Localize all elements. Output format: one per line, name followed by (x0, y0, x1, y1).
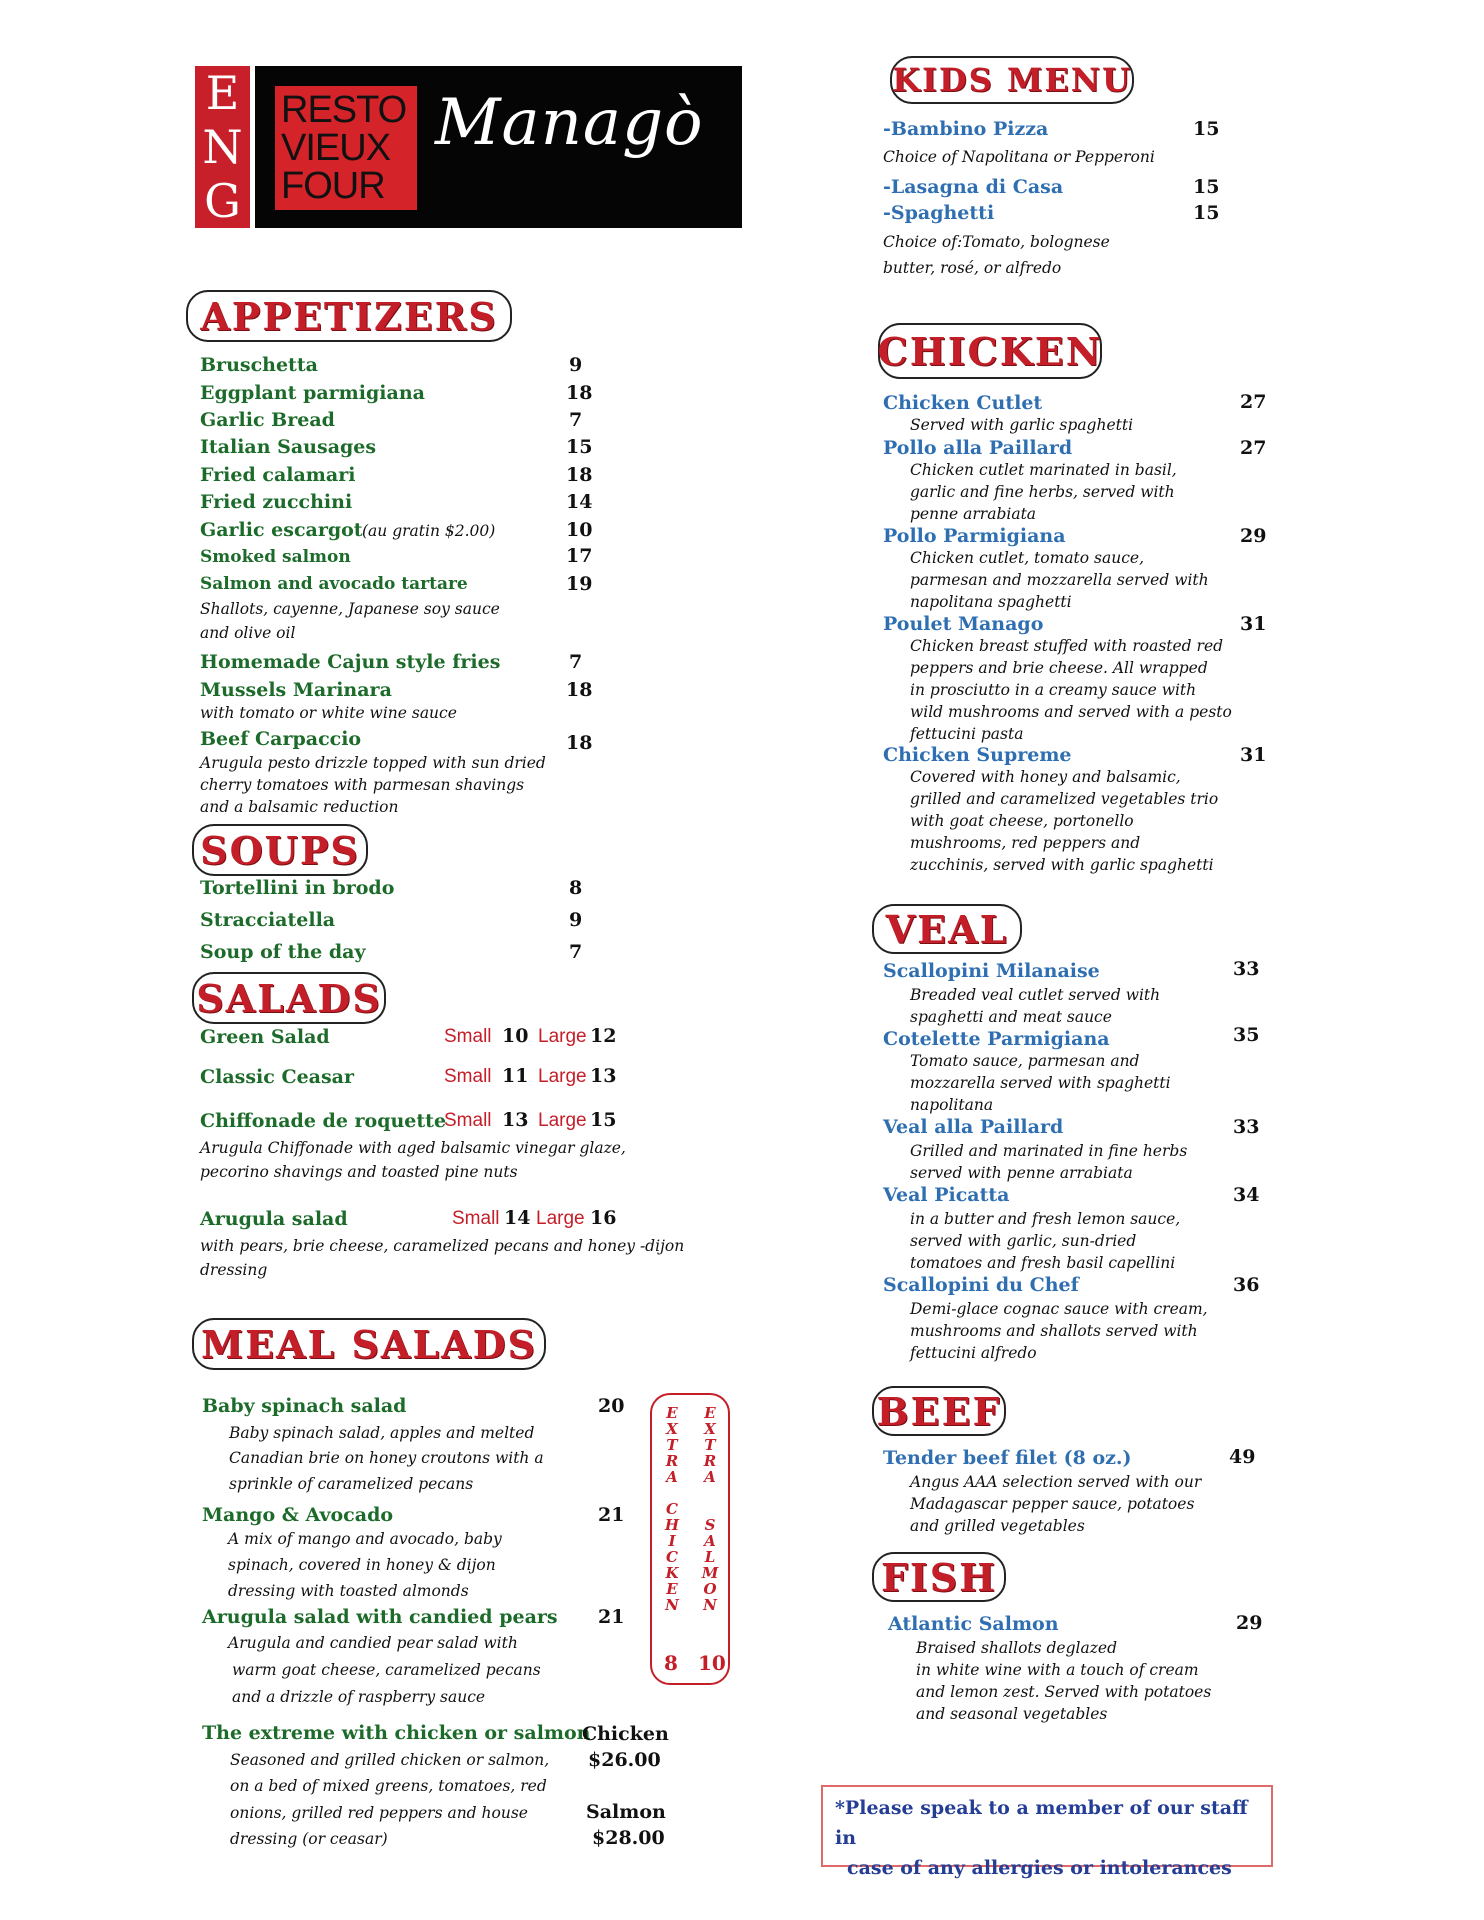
menu-item-description: in a butter and fresh lemon sauce, (910, 1210, 1181, 1228)
menu-item-description: in white wine with a touch of cream (916, 1661, 1199, 1679)
menu-item-description: parmesan and mozzarella served with (910, 571, 1209, 589)
menu-item-description: spinach, covered in honey & dijon (228, 1556, 496, 1574)
menu-item-description: Angus AAA selection served with our (910, 1473, 1202, 1491)
menu-item-price: 21 (598, 1504, 625, 1526)
menu-item-description: and grilled vegetables (910, 1517, 1085, 1535)
menu-item-price: 33 (1233, 958, 1260, 980)
menu-item-name: Baby spinach salad (202, 1395, 407, 1417)
menu-item-name: Homemade Cajun style fries (200, 651, 501, 673)
appetizers-title: APPETIZERS (200, 293, 498, 339)
menu-item-name: Beef Carpaccio (200, 728, 362, 750)
chicken-header (878, 323, 1102, 379)
logo-eng-letter: G (204, 174, 241, 228)
menu-item-name: Garlic Bread (200, 409, 335, 431)
veal-header (872, 904, 1022, 954)
veal-title: VEAL (885, 906, 1009, 952)
appetizers-header (186, 290, 512, 342)
menu-item-description: napolitana spaghetti (910, 593, 1072, 611)
menu-item-description: Canadian brie on honey croutons with a (229, 1449, 544, 1467)
menu-item-description: Breaded veal cutlet served with (910, 986, 1161, 1004)
menu-item-description: Choice of Napolitana or Pepperoni (883, 148, 1155, 166)
menu-item-name: The extreme with chicken or salmon (202, 1722, 591, 1744)
menu-item-name: Soup of the day (200, 941, 366, 963)
menu-item-name: Scallopini du Chef (883, 1274, 1079, 1296)
large-price: 13 (590, 1065, 617, 1087)
salmon-price: $28.00 (592, 1827, 665, 1849)
small-price: 11 (502, 1065, 529, 1087)
menu-item-description: Madagascar pepper sauce, potatoes (910, 1495, 1195, 1513)
menu-item-name: Cotelette Parmigiana (883, 1028, 1110, 1050)
menu-item-name: Mango & Avocado (202, 1504, 394, 1526)
large-price: 15 (590, 1109, 617, 1131)
menu-item-description: tomatoes and fresh basil capellini (910, 1254, 1176, 1272)
menu-item-price: 19 (566, 573, 593, 595)
menu-item-description: in prosciutto in a creamy sauce with (910, 681, 1197, 699)
salads-title: SALADS (196, 975, 382, 1021)
logo-eng-bar (195, 66, 250, 228)
large-label: Large (538, 1066, 587, 1087)
menu-item-price: 7 (569, 409, 583, 431)
soups-title: SOUPS (200, 827, 360, 873)
menu-item-description: grilled and caramelized vegetables trio (910, 790, 1219, 808)
menu-item-description: pecorino shavings and toasted pine nuts (200, 1163, 518, 1181)
menu-item-price: 36 (1233, 1274, 1260, 1296)
kids-menu-title: KIDS MENU (892, 61, 1132, 99)
extra-salmon-price: 10 (698, 1651, 726, 1675)
menu-item-description: Arugula pesto drizzle topped with sun dried (200, 754, 546, 772)
menu-item-description: on a bed of mixed greens, tomatoes, red (230, 1777, 547, 1795)
menu-item-description: and olive oil (200, 624, 296, 642)
menu-item-description: wild mushrooms and served with a pesto (910, 703, 1232, 721)
large-price: 16 (590, 1207, 617, 1229)
allergy-notice (821, 1785, 1273, 1879)
extra-chicken-price: 8 (664, 1651, 678, 1675)
small-price: 14 (504, 1207, 531, 1229)
menu-item-description: dressing (or ceasar) (230, 1830, 388, 1848)
allergy-line: *Please speak to a member of our staff in (835, 1797, 1248, 1849)
menu-item-description: Demi-glace cognac sauce with cream, (910, 1300, 1208, 1318)
kids-menu-header (890, 56, 1134, 104)
large-label: Large (538, 1026, 587, 1047)
menu-item-price: 34 (1233, 1184, 1260, 1206)
menu-item-description: served with penne arrabiata (910, 1164, 1133, 1182)
menu-item-name: Garlic escargot (200, 519, 363, 541)
menu-item-description: fettucini pasta (910, 725, 1024, 743)
allergy-line: case of any allergies or intolerances (847, 1857, 1232, 1879)
menu-item-name: Eggplant parmigiana (200, 382, 425, 404)
menu-item-name: Chiffonade de roquette (200, 1110, 447, 1132)
menu-item-price: 18 (566, 679, 593, 701)
logo-resto-block (275, 86, 417, 210)
logo-eng-letter: N (202, 120, 243, 174)
small-price: 13 (502, 1109, 529, 1131)
menu-item-name: Arugula salad (200, 1208, 348, 1230)
menu-item-name: Italian Sausages (200, 436, 377, 458)
menu-item-description: garlic and fine herbs, served with (910, 483, 1175, 501)
logo-resto-line: RESTO (281, 89, 407, 131)
menu-item-description: onions, grilled red peppers and house (230, 1804, 528, 1822)
menu-item-price: 8 (569, 877, 583, 899)
small-label: Small (452, 1208, 500, 1229)
menu-item-description: dressing with toasted almonds (228, 1582, 469, 1600)
menu-item-name: Veal Picatta (883, 1184, 1010, 1206)
large-label: Large (536, 1208, 585, 1229)
menu-item-description: penne arrabiata (910, 505, 1037, 523)
chicken-price: $26.00 (588, 1749, 661, 1771)
large-price: 12 (590, 1025, 617, 1047)
menu-item-description: spaghetti and meat sauce (910, 1008, 1112, 1026)
menu-item-description: Grilled and marinated in fine herbs (910, 1142, 1188, 1160)
menu-item-price: 18 (566, 464, 593, 486)
menu-item-price: 18 (566, 732, 593, 754)
menu-item-price: 17 (566, 545, 593, 567)
menu-item-name: Chicken Cutlet (883, 392, 1043, 414)
menu-item-name: Pollo alla Paillard (883, 437, 1073, 459)
menu-item-name: Arugula salad with candied pears (202, 1606, 558, 1628)
small-label: Small (444, 1066, 492, 1087)
logo-eng-letter: E (205, 66, 240, 120)
menu-item-name: Atlantic Salmon (888, 1613, 1059, 1635)
menu-item-description: dressing (200, 1261, 268, 1279)
small-label: Small (444, 1026, 492, 1047)
menu-item-price: 31 (1240, 744, 1267, 766)
menu-item-price: 31 (1240, 613, 1267, 635)
logo-script-name: Managò (435, 86, 704, 160)
menu-item-name: -Lasagna di Casa (883, 176, 1064, 198)
chicken-title: CHICKEN (877, 328, 1103, 374)
menu-item-price: 7 (569, 941, 583, 963)
menu-item-price: 15 (566, 436, 593, 458)
menu-item-description: Chicken cutlet, tomato sauce, (910, 549, 1145, 567)
menu-item-name: Tender beef filet (8 oz.) (883, 1447, 1132, 1469)
menu-item-description: A mix of mango and avocado, baby (228, 1530, 502, 1548)
menu-item-price: 9 (569, 909, 583, 931)
menu-item-name: Smoked salmon (200, 547, 351, 567)
menu-item-description: Arugula Chiffonade with aged balsamic vinegar glaze, (200, 1139, 626, 1157)
menu-item-name: Stracciatella (200, 909, 336, 931)
menu-item-price: 27 (1240, 391, 1267, 413)
chicken-label: Chicken (582, 1723, 669, 1745)
menu-item-price: 21 (598, 1606, 625, 1628)
menu-item-name: Mussels Marinara (200, 679, 392, 701)
menu-item-description: Served with garlic spaghetti (910, 416, 1134, 434)
menu-item-name: Fried zucchini (200, 491, 353, 513)
menu-item-name: -Bambino Pizza (883, 118, 1049, 140)
menu-item-price: 35 (1233, 1024, 1260, 1046)
menu-item-name: Tortellini in brodo (200, 877, 395, 899)
menu-item-price: 15 (1193, 176, 1220, 198)
soups-header (192, 824, 368, 876)
menu-item-price: 15 (1193, 202, 1220, 224)
menu-item-description: and a drizzle of raspberry sauce (232, 1688, 486, 1706)
extra-salmon-label: E X T R A S A L M O N (701, 1404, 719, 1614)
menu-item-description: Seasoned and grilled chicken or salmon, (230, 1751, 550, 1769)
beef-header (872, 1386, 1006, 1436)
menu-item-name: Green Salad (200, 1026, 330, 1048)
menu-item-name: Chicken Supreme (883, 744, 1072, 766)
logo-resto-line: FOUR (281, 165, 385, 207)
menu-item-description: Shallots, cayenne, Japanese soy sauce (200, 600, 500, 618)
menu-item-name: Salmon and avocado tartare (200, 574, 468, 594)
menu-item-description: Braised shallots deglazed (916, 1639, 1117, 1657)
menu-item-description: and seasonal vegetables (916, 1705, 1108, 1723)
menu-item-price: 14 (566, 491, 593, 513)
menu-item-name: Bruschetta (200, 354, 318, 376)
menu-item-price: 10 (566, 519, 593, 541)
menu-item-description: warm goat cheese, caramelized pecans (232, 1661, 541, 1679)
small-price: 10 (502, 1025, 529, 1047)
menu-item-name: -Spaghetti (883, 202, 995, 224)
menu-item-description: with goat cheese, portonello (910, 812, 1134, 830)
menu-item-description: Baby spinach salad, apples and melted (229, 1424, 535, 1442)
menu-item-price: 33 (1233, 1116, 1260, 1138)
menu-item-description: cherry tomatoes with parmesan shavings (200, 776, 525, 794)
menu-item-description: served with garlic, sun-dried (910, 1232, 1137, 1250)
menu-item-description: and a balsamic reduction (200, 798, 399, 816)
menu-item-description: with tomato or white wine sauce (200, 704, 457, 722)
menu-item-description: peppers and brie cheese. All wrapped (910, 659, 1208, 677)
small-label: Small (444, 1110, 492, 1131)
menu-item-price: 49 (1229, 1446, 1256, 1468)
menu-item-price: 20 (598, 1395, 625, 1417)
menu-item-description: fettucini alfredo (910, 1344, 1037, 1362)
salmon-label: Salmon (586, 1801, 666, 1823)
menu-item-name: Poulet Manago (883, 613, 1044, 635)
large-label: Large (538, 1110, 587, 1131)
menu-item-name: Pollo Parmigiana (883, 525, 1066, 547)
meal-salads-header (192, 1318, 546, 1370)
extra-protein-box (650, 1393, 730, 1685)
menu-item-price: 15 (1193, 118, 1220, 140)
menu-item-description: Chicken breast stuffed with roasted red (910, 637, 1224, 655)
menu-item-description: mushrooms and shallots served with (910, 1322, 1198, 1340)
menu-item-note: (au gratin $2.00) (362, 522, 496, 540)
menu-item-description: and lemon zest. Served with potatoes (916, 1683, 1212, 1701)
menu-item-description: Arugula and candied pear salad with (228, 1634, 518, 1652)
menu-item-price: 27 (1240, 437, 1267, 459)
menu-item-description: zucchinis, served with garlic spaghetti (910, 856, 1214, 874)
menu-item-description: Tomato sauce, parmesan and (910, 1052, 1140, 1070)
menu-item-description: with pears, brie cheese, caramelized pecans and honey -dijon (200, 1237, 685, 1255)
logo-resto-line: VIEUX (281, 127, 391, 169)
menu-item-name: Scallopini Milanaise (883, 960, 1100, 982)
menu-item-description: mozzarella served with spaghetti (910, 1074, 1171, 1092)
beef-title: BEEF (876, 1388, 1002, 1434)
fish-header (872, 1552, 1006, 1602)
menu-item-description: Choice of:Tomato, bolognese (883, 233, 1110, 251)
menu-item-description: butter, rosé, or alfredo (883, 259, 1062, 277)
menu-item-name: Classic Ceasar (200, 1066, 354, 1088)
menu-item-name: Fried calamari (200, 464, 356, 486)
salads-header (192, 972, 386, 1024)
menu-item-description: mushrooms, red peppers and (910, 834, 1141, 852)
menu-item-price: 7 (569, 651, 583, 673)
menu-item-description: napolitana (910, 1096, 994, 1114)
menu-item-price: 18 (566, 382, 593, 404)
menu-item-price: 29 (1236, 1612, 1263, 1634)
menu-item-description: Chicken cutlet marinated in basil, (910, 461, 1177, 479)
menu-item-description: Covered with honey and balsamic, (910, 768, 1181, 786)
menu-item-price: 29 (1240, 525, 1267, 547)
extra-chicken-label: E X T R A C H I C K E N (664, 1404, 680, 1614)
menu-item-name: Veal alla Paillard (883, 1116, 1064, 1138)
meal-salads-title: MEAL SALADS (201, 1321, 537, 1367)
menu-item-price: 9 (569, 354, 583, 376)
menu-item-description: sprinkle of caramelized pecans (229, 1475, 474, 1493)
fish-title: FISH (880, 1554, 998, 1600)
